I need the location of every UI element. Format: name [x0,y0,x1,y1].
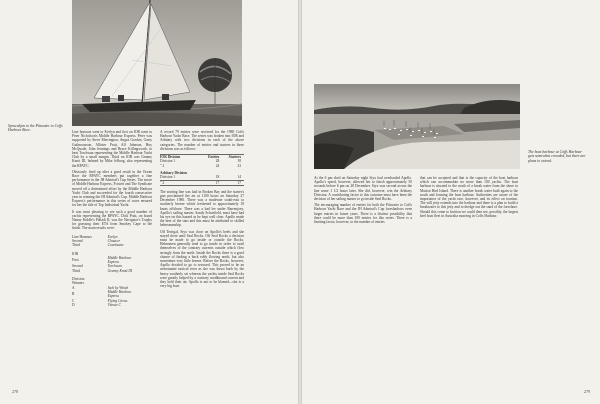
table-row: C Flying Circus [72,298,128,303]
table-row: Line Honours Evelyn [72,234,118,239]
paragraph: It was most pleasing to see such a good number of yachts representing the RPAYC. Dick Pratt, on board Nanny Kiddle's Palladi II, was the Navigator's Trophy for guessing their ETA from Smokey Cape to the finish. The main results were: [72,209,152,231]
table-subheader-row: Arbitary Division [160,170,188,175]
paragraph: At the 6 pm sked on Saturday night Styx had overhauled Apollo. Apollo's speed, however, allowed her to finish approximately 50 seconds before 6 pm on 28 December. Styx was second across the line some 1 1/2 hours later. She did, however, win the Arbitary Division. A contributing factor to this outcome must have been the decision of her sailing master to go inside Seal Rocks. [314,176,412,202]
paragraph: The encouraging number of entries for both the Pittwater to Coffs Harbour Yacht Race and the JH Admiral's Cup foreshadows even larger entries in future years. There is a distinct possibility that there could be more than 100 entries for this series. There is a limiting factor, however, to the number of entries [314,203,412,225]
table-row: " 2 17 17 [160,180,244,185]
table-row: Division 1 18 14 [160,175,241,180]
left-photo-caption: Sprocahjen to the Pittwater to Coffs Harbour Race. [8,124,63,133]
table-row: A Inch by Winch [72,285,129,290]
paragraph: The starting line was laid in Broken Bay and the starter's gun proclaimed the art at 1100 hours on Saturday 27 December 1980. There was a moderate south-east to southerly breeze which freshened to approximately 18 knots offshore. There was a bad lee under Barrenjoey. Apollo's sailing master, Sandy Schoefield, must have had his eye on this hazard as he kept well clear. Apollo made the best of the start and this must be attributed to skilled helmsmanship. [160,189,244,228]
table-row: Division Winners [72,277,85,286]
table-row: Division 1 28 18 [160,159,241,164]
right-page [302,0,600,404]
paragraph: that can be accepted and that is the capacity of the boat harbour which can accommodate no more than 100 yachts. The boat harbour is situated to the south of a break water from the shore to Mutton Bird Island. There is another break water built again to the south and forming the boat harbour. Authorities are aware of the importance of the yacht race, however, and its effect on tourism. The still jetty extends into the harbour and there is a plan to build a breakwater to this jetty and to dredge out the sand of the foreshore. Should this come to fruition we could then see, possibly, the largest keel boat fleet in Australia mooring in Coffs Harbour. [420,176,518,218]
table-row: IOR [72,251,79,256]
left-column-2 [160,130,244,290]
right-column-2 [420,176,518,220]
entries-table [160,154,244,186]
right-column-1 [314,176,412,226]
table-row: Third Granny Knott III [72,268,133,273]
paragraph: Off Terrigal, Styx was close on Apollo's heels and she stayed there until Seal Rocks. Off Seal Rocks a decision must be made to go inside or outside the Rocks. Helmsmen generally tend to go inside in order to avail themselves of the contrary currents outside which flow strongly from the north. Inside the Rocks there is a good chance of finding a back eddy flowing north, but also sometimes very little breeze. Before the Rocks, however, Apollo decided to go to seaward. This proved to be an unfortunate tactical error as she was thrust back by the heavy southerly set whereas the yachts inside Seal Rocks were greatly helped by a contrary northbound current and they held their air. Apollo is not to be blamed—she is a very big boat. [160,229,244,289]
table-row: D Vitesse C [72,302,121,307]
paragraph: Line honours went to Evelyn and first on IOR went to Peter Nicholson's Middle Harbour Express. Peter was supported by Steve Merrington, Angus Gordon, Garry Guilmousson, Allister Pratt, Alf Johnson, Huy McQuade, John Jennings and Bruce Killingworth, to beat Torchwan representing the Middle Harbour Yacht Club by a small margin. Third on IOR was Granny Knott III, helmed by Mike Jelborg, also representing the RPAYC. [72,130,152,168]
table-row: Second Torchwan [72,264,122,269]
left-page [0,0,298,404]
right-photo-caption: The boat harbour at Coffs Harbour gets somewhat crowded, but there are plans to extend. [528,150,586,163]
paragraph: Obviously fired up after a good result in the Ocean Race the RPAYC members put together a fine performance in the JH Admiral's Cup Series. The move of Middle Harbour Express, Fcisteri and The Syndicate moved off a determined effort by the Middle Harbour Yacht Club and succeeded for the fourth consecutive year in winning the JH Admiral's Cup. Middle Harbour Express's performance in this series of races ensured for her the title of Top Individual Yacht. [72,169,152,208]
table-row: B Middle Harbour Express [72,289,132,299]
table-row: First Middle Harbour Express [72,255,132,265]
table-row: Second Chaucer [72,238,121,243]
table-row: Third Courtisane [72,243,124,248]
paragraph: A record 79 entries were received for the 1980 Coffs Harbour Yacht Race. The series was broken into IOR and Arbitary with two divisions in each of the above categories. The number of entries and starters in these divisions was as follows: [160,130,244,151]
harbour-aerial-photo [314,84,520,169]
page-number-right: 279 [584,389,590,394]
table-header-row: IOR Division Entries Starters [160,155,244,160]
page-number-left: 278 [12,389,18,394]
table-row: " 2 24 23 [160,163,241,168]
left-column-1 [72,130,152,307]
results-table [72,235,152,307]
yacht-racing-photo [72,0,242,126]
